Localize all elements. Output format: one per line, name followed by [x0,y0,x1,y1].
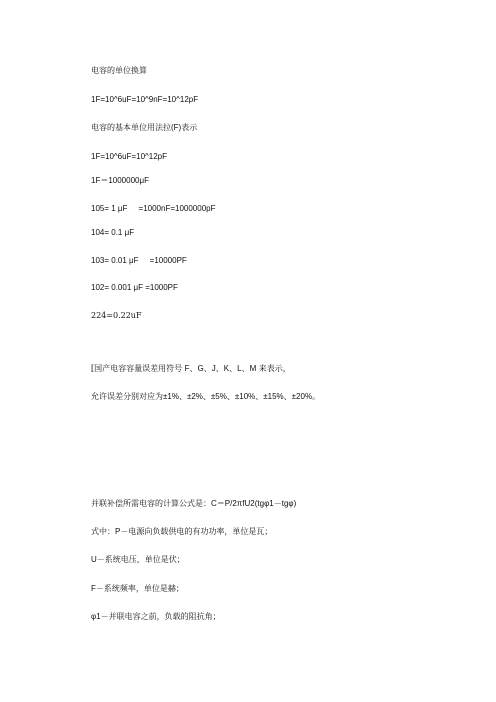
definition-f-line [91,584,184,594]
code-104-line: 104= 0.1 μF [91,228,135,237]
definition-f-text-b: 系统频率，单位是赫； [103,584,184,593]
basic-unit-text-b: (F) [171,123,182,132]
basic-unit-line [91,123,197,133]
heading-unit-conversion: 电容的单位换算 [91,66,147,75]
definition-phi1-text-b: 并联电容之前，负载的阻抗角； [108,612,221,621]
definition-u-text-b: 系统电压，单位是伏； [104,555,185,564]
definition-p-text-a: 式中： [91,527,115,536]
conversion-line-3: 1F＝1000000μF [91,176,149,185]
definition-p-text-b: P－ [115,527,129,536]
definition-p-line [91,527,272,537]
conversion-line-1: 1F=10^6uF=10^9nF=10^12pF [91,95,199,104]
definition-phi1-line [91,612,221,622]
basic-unit-text-c: 表示 [181,123,198,132]
tolerance-symbols-line [91,364,291,374]
definition-phi1-text-a: φ1－ [91,612,109,621]
formula-text-a: 并联补偿所需电容的计算公式是： [91,499,211,508]
definition-u-text-a: U－ [91,555,105,564]
tolerance-values-text-a: 允许误差分别对应为 [91,392,163,401]
code-224-line: 224=0.22uF [91,311,142,320]
code-102-line: 102= 0.001 μF =1000PF [91,283,178,292]
code-103-line: 103= 0.01 μF =10000PF [91,256,187,265]
tolerance-values-line [91,392,320,402]
tolerance-values-text-b: ±1%、±2%、±5%、±10%、±15%、±20%。 [163,392,321,401]
definition-f-text-a: F－ [91,584,104,593]
formula-line [91,499,296,509]
tolerance-symbols-text-c: 来表示， [256,364,291,373]
definition-u-line [91,555,185,565]
code-105-line: 105= 1 μF =1000nF=1000000pF [91,204,216,213]
tolerance-symbols-text-a: [国产电容容量误差用符号 [91,364,185,373]
definition-p-text-c: 电源向负载供电的有功功率，单位是瓦； [128,527,273,536]
basic-unit-text-a: 电容的基本单位用法拉 [91,123,171,132]
conversion-line-2: 1F=10^6uF=10^12pF [91,152,168,161]
formula-text-b: C＝P/2πfU2(tgφ1－tgφ) [211,499,297,508]
tolerance-symbols-text-b: F、G、J、K、L、M [184,364,257,373]
